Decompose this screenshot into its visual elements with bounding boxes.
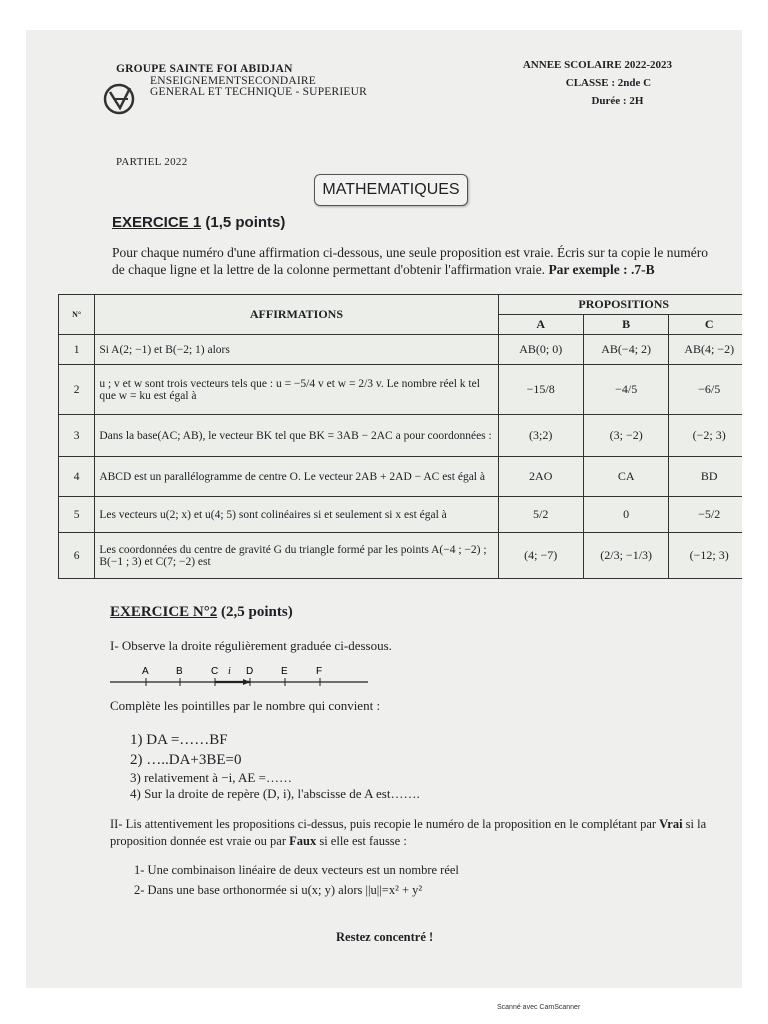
col-header-affirmations: AFFIRMATIONS — [95, 295, 498, 335]
row-number: 1 — [59, 335, 95, 365]
proposition-b: −4/5 — [583, 365, 669, 415]
number-line — [110, 664, 370, 690]
proposition-b: 0 — [583, 497, 669, 533]
affirmation-text: ABCD est un parallélogramme de centre O. Le vecteur 2AB + 2AD − AC est égal à — [95, 457, 498, 497]
proposition-c: (−12; 3) — [669, 533, 742, 579]
proposition-b: CA — [583, 457, 669, 497]
school-name: GROUPE SAINTE FOI ABIDJAN — [116, 63, 293, 75]
proposition-b: (3; −2) — [583, 415, 669, 457]
point-b-label: B — [176, 666, 183, 677]
proposition-a: (4; −7) — [498, 533, 583, 579]
proposition-c: −6/5 — [669, 365, 742, 415]
true-false-propositions — [134, 860, 459, 900]
table-row — [59, 415, 743, 457]
exercise1-example: Par exemple : .7-B — [548, 262, 655, 277]
exercise1-instructions — [112, 244, 712, 278]
list-item: 2) …..DA+3BE=0 — [130, 752, 242, 768]
proposition-a: (3;2) — [498, 415, 583, 457]
table-row — [59, 457, 743, 497]
scanner-footer: Scanné avec CamScanner — [497, 1004, 581, 1011]
part2-intro — [110, 816, 730, 850]
table-row — [59, 533, 743, 579]
school-header — [116, 64, 367, 99]
list-item: 1) DA =……BF — [130, 732, 228, 748]
point-f-label: F — [316, 666, 323, 677]
part2-vrai: Vrai — [659, 817, 683, 831]
exercise1-title-main: EXERCICE 1 — [112, 214, 202, 231]
exercise1-intro-text: Pour chaque numéro d'une affirmation ci-dessous, une seule proposition est vraie. Écris sur ta copie le numéro de chaque ligne et la lettre de la colonne permettant d'obtenir l'affirmation vraie. — [112, 245, 709, 277]
point-d-label: D — [246, 666, 254, 677]
row-number: 2 — [59, 365, 95, 415]
exam-sheet — [26, 30, 742, 988]
row-number: 3 — [59, 415, 95, 457]
exam-name: PARTIEL 2022 — [116, 156, 188, 168]
table-row — [59, 335, 743, 365]
col-header-number: N° — [59, 295, 95, 335]
col-header-c: C — [669, 315, 742, 335]
affirmation-text: Si A(2; −1) et B(−2; 1) alors — [95, 335, 498, 365]
table-row — [59, 365, 743, 415]
part2-intro-b: si la proposition donnée est vraie ou par — [110, 817, 707, 848]
row-number: 4 — [59, 457, 95, 497]
proposition-b: (2/3; −1/3) — [583, 533, 669, 579]
proposition-c: AB(4; −2) — [669, 335, 742, 365]
affirmation-text: Dans la base(AC; AB), le vecteur BK tel que BK = 3AB − 2AC a pour coordonnées : — [95, 415, 498, 457]
col-header-propositions: PROPOSITIONS — [498, 295, 742, 315]
school-line-2: ENSEIGNEMENTSECONDAIRE — [150, 74, 317, 87]
point-c-label: C — [211, 666, 219, 677]
affirmation-text: u ; v et w sont trois vecteurs tels que : u = −5/4 v et w = 2/3 v. Le nombre réel k tel que w = ku est égal à — [95, 365, 498, 415]
proposition-a: 5/2 — [498, 497, 583, 533]
proposition-c: (−2; 3) — [669, 415, 742, 457]
proposition-a: AB(0; 0) — [498, 335, 583, 365]
subject-title: MATHEMATIQUES — [314, 174, 468, 206]
proposition-c: BD — [669, 457, 742, 497]
exercise2-title — [110, 604, 293, 621]
list-item: 2- Dans une base orthonormée si u(x; y) alors ||u||=x² + y² — [134, 883, 423, 897]
point-a-label: A — [142, 666, 149, 677]
col-header-a: A — [498, 315, 583, 335]
vector-i-label: i — [228, 666, 231, 677]
exercise1-points: (1,5 points) — [205, 214, 286, 231]
point-e-label: E — [281, 666, 288, 677]
col-header-b: B — [583, 315, 669, 335]
row-number: 6 — [59, 533, 95, 579]
propositions-table — [58, 294, 742, 579]
list-item: 4) Sur la droite de repère (D, i), l'abscisse de A est……. — [130, 786, 420, 801]
exam-info — [523, 56, 672, 110]
table-row — [59, 497, 743, 533]
proposition-a: 2AO — [498, 457, 583, 497]
list-item: 3) relativement à −i, AE =…… — [130, 770, 292, 785]
affirmation-text: Les coordonnées du centre de gravité G du triangle formé par les points A(−4 ; −2) ; B(−1 ; 3) et C(7; −2) est — [95, 533, 498, 579]
part2-faux: Faux — [289, 834, 317, 848]
proposition-c: −5/2 — [669, 497, 742, 533]
closing-message: Restez concentré ! — [336, 930, 434, 944]
school-year: ANNEE SCOLAIRE 2022-2023 — [522, 59, 672, 71]
row-number: 5 — [59, 497, 95, 533]
exercise2-title-main: EXERCICE N°2 — [110, 604, 218, 620]
exercise2-points: (2,5 points) — [221, 604, 293, 620]
class-label: CLASSE : 2nde C — [565, 77, 652, 89]
proposition-a: −15/8 — [498, 365, 583, 415]
part2-intro-c: si elle est fausse : — [319, 834, 407, 848]
fill-in-items — [130, 730, 420, 802]
duration-label: Durée : 2H — [591, 95, 644, 107]
school-line-3: GENERAL ET TECHNIQUE - SUPERIEUR — [150, 86, 368, 98]
part2-intro-a: II- Lis attentivement les propositions ci-dessus, puis recopie le numéro de la proposition en le complétant par — [110, 817, 657, 831]
complete-instruction: Complète les pointilles par le nombre qui convient : — [110, 698, 381, 713]
exercise1-title — [112, 214, 285, 231]
affirmation-text: Les vecteurs u(2; x) et u(4; 5) sont colinéaires si et seulement si x est égal à — [95, 497, 498, 533]
proposition-b: AB(−4; 2) — [583, 335, 669, 365]
list-item: 1- Une combinaison linéaire de deux vecteurs est un nombre réel — [134, 863, 459, 877]
part1-intro: I- Observe la droite régulièrement graduée ci-dessous. — [110, 638, 392, 653]
